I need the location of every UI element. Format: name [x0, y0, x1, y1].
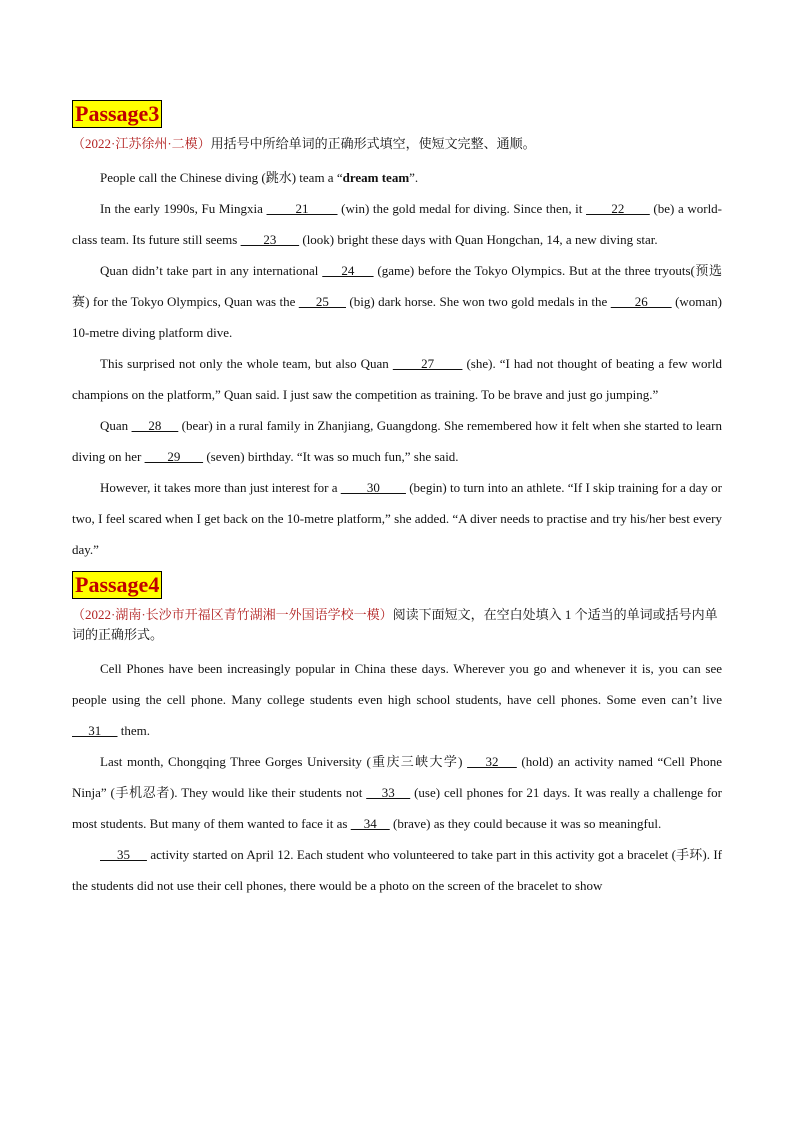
blank-32[interactable]: 32 — [467, 754, 517, 769]
blank-31[interactable]: 31 — [72, 723, 118, 738]
passage3-paragraph-2: In the early 1990s, Fu Mingxia 21 (win) the gold medal for diving. Since then, it 22 (be) a world-class team. Its future still seems 23 (look) bright these days with Quan Hongchan, 14, a new diving star. — [72, 201, 723, 247]
passage4-paragraph-1: Cell Phones have been increasingly popular in China these days. Wherever you go and whenever it is, you can see people using the cell phone. Many college students even high school students, have cell phones. Some even can’t live 31 them. — [72, 661, 722, 738]
blank-21[interactable]: 21 — [266, 201, 338, 216]
blank-27[interactable]: 27 — [392, 356, 463, 371]
passage4-paragraph-3: 35 activity started on April 12. Each student who volunteered to take part in this activity got a bracelet (手环). If the students did not use their cell phones, there would be a photo on the screen of the bracelet to show — [72, 847, 723, 893]
blank-25[interactable]: 25 — [298, 294, 346, 309]
passage3-source — [72, 134, 722, 154]
blank-24[interactable]: 24 — [322, 263, 374, 278]
blank-30[interactable]: 30 — [340, 480, 406, 495]
passage3-paragraph-6: However, it takes more than just interest for a 30 (begin) to turn into an athlete. “If I skip training for a day or two, I feel scared when I get back on the 10-metre platform,” she added. “A diver needs to practise and try his/her best every day.” — [72, 480, 722, 557]
blank-28[interactable]: 28 — [131, 418, 179, 433]
passage4-source — [72, 605, 722, 645]
passage3-source-tag: （2022·江苏徐州·二模） — [72, 136, 211, 151]
passage4-instruction: 阅读下面短文，在空白处填入 1 个适当的单词或括号内单词的正确形式。 — [72, 607, 718, 642]
passage3-instruction: 用括号中所给单词的正确形式填空，使短文完整、通顺。 — [210, 136, 536, 151]
blank-29[interactable]: 29 — [144, 449, 204, 464]
passage3-paragraph-4: This surprised not only the whole team, but also Quan 27 (she). “I had not thought of beating a few world champions on the platform,” Quan said. I just saw the competition as training. To be brave and just go jumping.” — [72, 356, 722, 402]
blank-23[interactable]: 23 — [240, 232, 300, 247]
blank-22[interactable]: 22 — [586, 201, 650, 216]
passage3-paragraph-1: People call the Chinese diving (跳水) team a “dream team”. — [100, 170, 419, 185]
passage3-heading: Passage3 — [72, 100, 162, 128]
passage4-source-tag: （2022·湖南·长沙市开福区青竹湖湘一外国语学校一模） — [72, 607, 393, 622]
blank-34[interactable]: 34 — [350, 816, 390, 831]
passage4-heading: Passage4 — [72, 571, 162, 599]
blank-26[interactable]: 26 — [610, 294, 672, 309]
blank-35[interactable]: 35 — [100, 847, 147, 862]
passage3-paragraph-5: Quan 28 (bear) in a rural family in Zhanjiang, Guangdong. She remembered how it felt when she started to learn diving on her 29 (seven) birthday. “It was so much fun,” she said. — [72, 418, 722, 464]
document-page — [72, 100, 722, 901]
passage3-paragraph-3: Quan didn’t take part in any international 24 (game) before the Tokyo Olympics. But at the three tryouts(预选赛) for the Tokyo Olympics, Quan was the 25 (big) dark horse. She won two gold medals in the 26 (woman) 10-metre diving platform dive. — [72, 263, 723, 340]
blank-33[interactable]: 33 — [366, 785, 411, 800]
passage4-paragraph-2: Last month, Chongqing Three Gorges University (重庆三峡大学) 32 (hold) an activity named “Cell Phone Ninja” (手机忍者). They would like their students not 33 (use) cell phones for 21 days. It was really a challenge for most students. But many of them wanted to face it as 34 (brave) as they could because it was so meaningful. — [72, 754, 722, 831]
